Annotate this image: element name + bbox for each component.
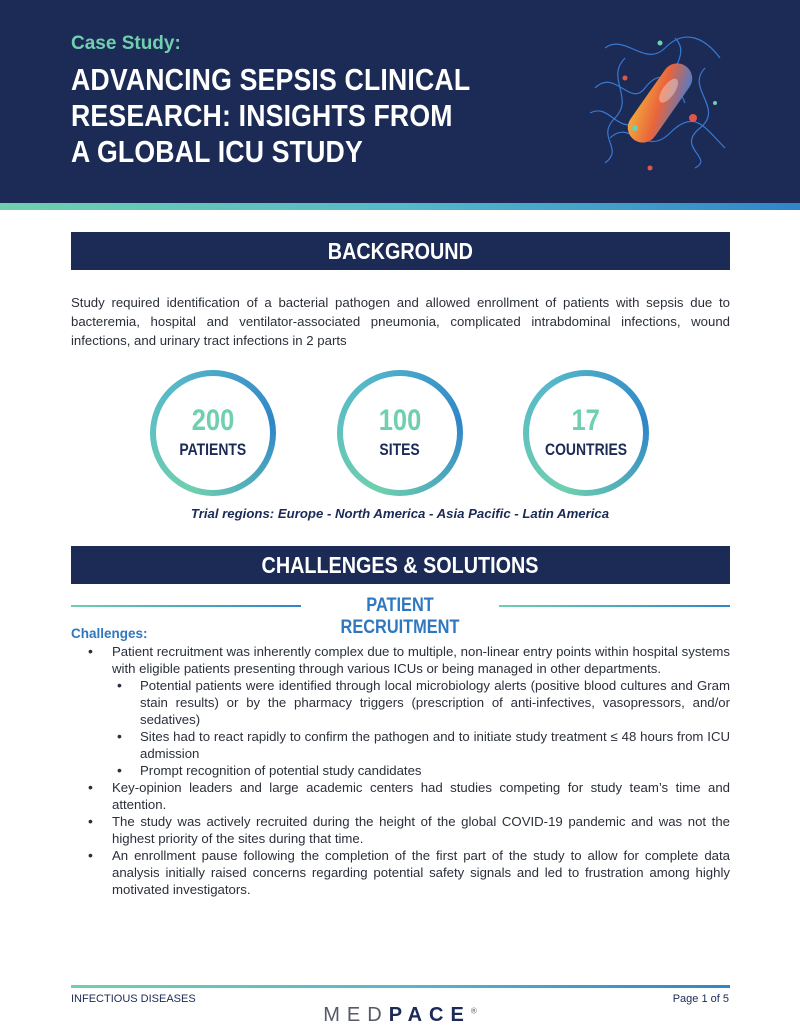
- document-title: ADVANCING SEPSIS CLINICAL RESEARCH: INSIGHTS FROM A GLOBAL ICU STUDY: [71, 62, 470, 169]
- stat-sites: [337, 370, 463, 496]
- stat-label: PATIENTS: [179, 440, 247, 459]
- challenges-label: Challenges:: [71, 626, 148, 641]
- challenges-solutions-heading: CHALLENGES & SOLUTIONS: [71, 546, 730, 584]
- background-text: Study required identification of a bacterial pathogen and allowed enrollment of patients with sepsis due to bacteremia, hospital and ventilator-associated pneumonia, complicated intrabdominal infections, wound infections, and urinary tract infections in 2 parts: [71, 295, 730, 348]
- header-banner: [0, 0, 800, 203]
- footer-category: INFECTIOUS DISEASES: [71, 993, 196, 1005]
- subheading-rule-left: [71, 605, 301, 607]
- stat-number: 17: [571, 404, 601, 437]
- stat-label: COUNTRIES: [544, 440, 628, 459]
- medpace-logo: MEDPACE®: [323, 1004, 477, 1026]
- subheading-rule-right: [499, 605, 730, 607]
- list-item: • Key-opinion leaders and large academic centers had studies competing for study team’s time and attention.: [71, 779, 730, 813]
- case-study-kicker: Case Study:: [71, 33, 181, 54]
- list-item: • The study was actively recruited during the height of the global COVID-19 pandemic and was not the highest priority of the sites during that time.: [71, 813, 730, 847]
- background-heading: BACKGROUND: [71, 232, 730, 270]
- list-item: • An enrollment pause following the completion of the first part of the study to allow for complete data analysis initially raised concerns regarding potential safety signals and led to frustration among highly motivated investigators.: [71, 847, 730, 898]
- patient-recruitment-subheading: PATIENT RECRUITMENT: [340, 595, 460, 638]
- page-number: Page 1 of 5: [672, 993, 729, 1005]
- stat-countries: [523, 370, 649, 496]
- stat-number: 200: [191, 404, 235, 437]
- list-subitem: • Prompt recognition of potential study candidates: [71, 762, 730, 779]
- stat-number: 100: [378, 404, 422, 437]
- stat-label: SITES: [379, 440, 421, 459]
- header-stripe: [0, 203, 800, 210]
- stat-patients: [150, 370, 276, 496]
- list-subitem: • Potential patients were identified through local microbiology alerts (positive blood cultures and Gram stain results) or by the pharmacy triggers (prescription of anti-infectives, vasopressors, and/or sedatives): [71, 677, 730, 728]
- footer-rule: [71, 985, 730, 988]
- bacteria-illustration-icon: [585, 28, 735, 178]
- challenges-list: [71, 643, 730, 898]
- trial-regions: Trial regions: Europe - North America - Asia Pacific - Latin America: [190, 506, 610, 521]
- list-item: • Patient recruitment was inherently complex due to multiple, non-linear entry points within hospital systems with eligible patients presenting through various ICUs or being managed in other departments.: [71, 643, 730, 677]
- list-subitem: • Sites had to react rapidly to confirm the pathogen and to initiate study treatment ≤ 48 hours from ICU admission: [71, 728, 730, 762]
